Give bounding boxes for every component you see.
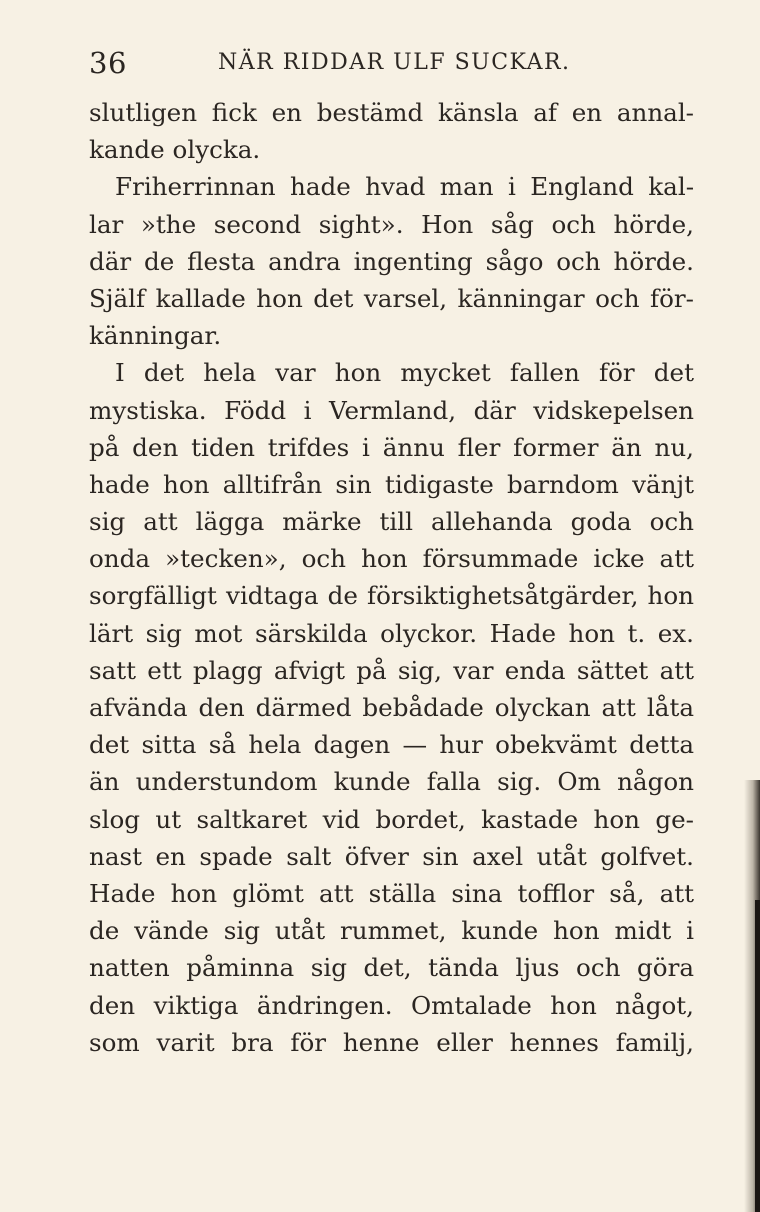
body-text — [89, 94, 694, 1061]
text-line: där de flesta andra ingenting sågo och hörde. — [89, 246, 694, 276]
text-line: Själf kallade hon det varsel, känningar och för- — [89, 283, 694, 313]
text-line: mystiska. Född i Vermland, där vidskepelsen — [89, 395, 694, 425]
text-line: på den tiden trifdes i ännu fler former än nu, — [89, 432, 694, 462]
text-line: det sitta så hela dagen — hur obekvämt detta — [89, 730, 694, 760]
text-line: sorgfälligt vidtaga de försiktighetsåtgärder, hon — [89, 581, 694, 611]
text-line: satt ett plagg afvigt på sig, var enda sättet att — [89, 655, 694, 685]
text-line: Friherrinnan hade hvad man i England kal- — [115, 172, 694, 202]
text-line: hade hon alltifrån sin tidigaste barndom vänjt — [89, 469, 694, 499]
text-line: nast en spade salt öfver sin axel utåt golfvet. — [89, 841, 694, 871]
text-line: kande olycka. — [89, 135, 261, 165]
text-line: den viktiga ändringen. Omtalade hon något, — [89, 990, 694, 1020]
text-line: sig att lägga märke till allehanda goda och — [89, 507, 694, 537]
text-line: I det hela var hon mycket fallen för det — [115, 358, 694, 388]
text-line: onda »tecken», och hon försummade icke att — [89, 544, 694, 574]
running-title: NÄR RIDDAR ULF SUCKAR. — [218, 50, 571, 75]
text-line: än understundom kunde falla sig. Om någon — [89, 767, 694, 797]
text-line: afvända den därmed bebådade olyckan att låta — [89, 693, 694, 722]
text-line: lärt sig mot särskilda olyckor. Hade hon t. ex. — [89, 618, 694, 648]
page-edge-dark — [755, 900, 760, 1212]
text-line: som varit bra för henne eller hennes familj, — [89, 1027, 694, 1057]
text-line: lar »the second sight». Hon såg och hörde, — [89, 209, 694, 239]
text-line: de vände sig utåt rummet, kunde hon midt i — [89, 916, 694, 946]
text-line: natten påminna sig det, tända ljus och göra — [89, 953, 694, 983]
text-line: slog ut saltkaret vid bordet, kastade hon ge- — [89, 804, 694, 834]
page-number: 36 — [89, 46, 127, 80]
text-line: slutligen fick en bestämd känsla af en annal- — [89, 98, 694, 127]
text-line: Hade hon glömt att ställa sina tofflor så, att — [89, 878, 694, 908]
text-line: känningar. — [89, 321, 222, 351]
